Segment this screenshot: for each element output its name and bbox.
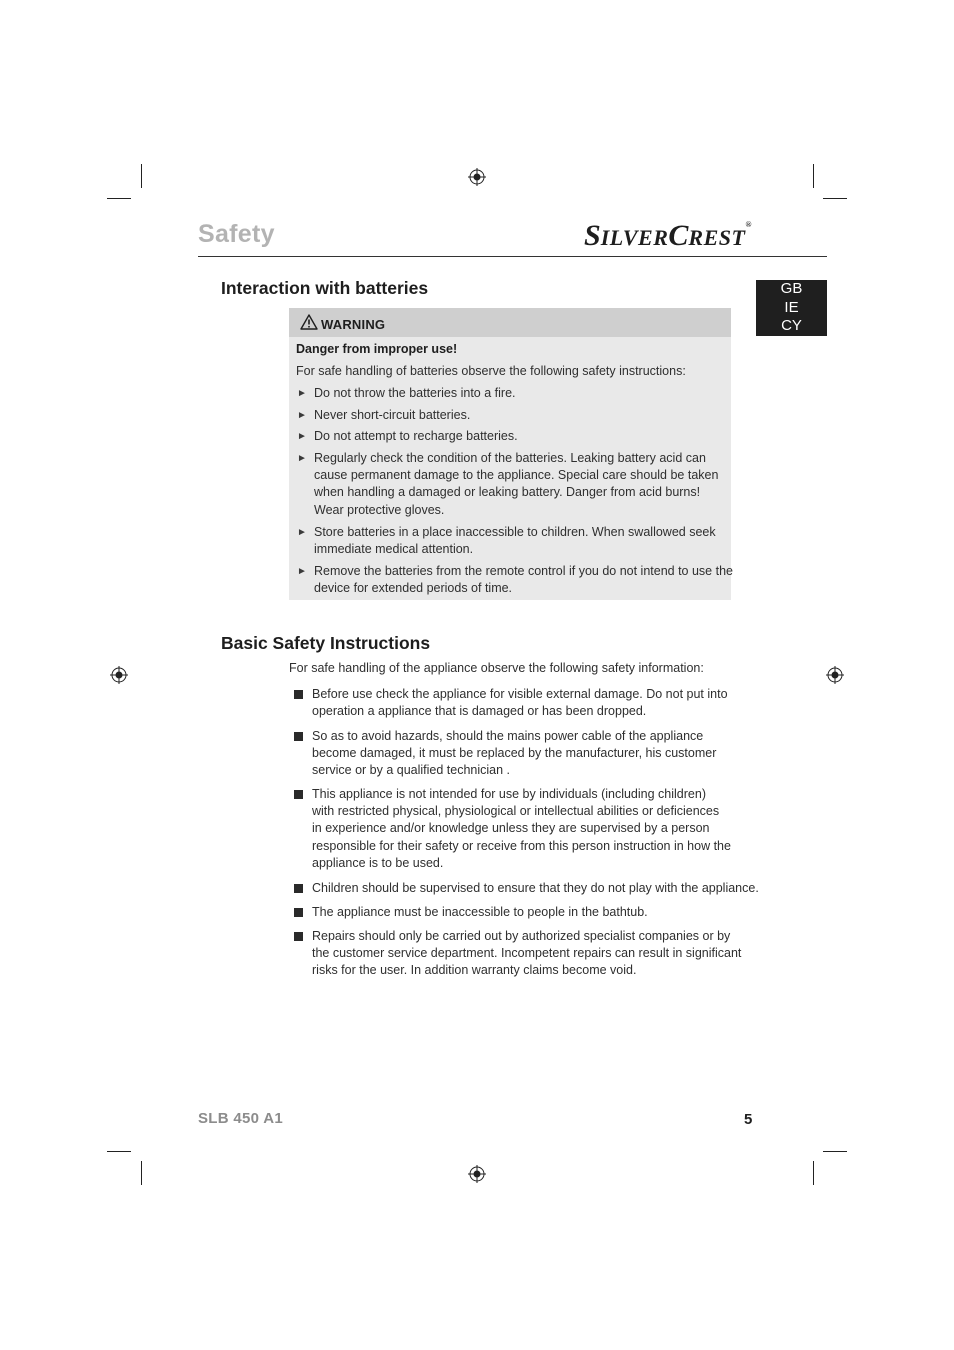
section-heading-batteries: Interaction with batteries bbox=[221, 278, 429, 298]
crop-mark bbox=[823, 198, 847, 199]
page-title: Safety bbox=[198, 220, 275, 248]
registration-mark-icon bbox=[110, 666, 128, 684]
section-heading-basic-safety: Basic Safety Instructions bbox=[221, 633, 431, 653]
square-bullet-icon bbox=[294, 908, 303, 917]
crop-mark bbox=[823, 1151, 847, 1152]
list-item: So as to avoid hazards, should the mains power cable of the appliance become damaged, it must be replaced by the manufacturer, his customer service or by a qualified technician . bbox=[312, 729, 717, 778]
warning-header bbox=[289, 308, 731, 337]
language-code: GB bbox=[780, 280, 803, 297]
list-item: Repairs should only be carried out by authorized specialist companies or by the customer service department. Incompetent repairs can result in significant risks for the user. In addition warranty claims become void. bbox=[312, 929, 742, 978]
page-number: 5 bbox=[744, 1111, 753, 1128]
square-bullet-icon bbox=[294, 932, 303, 941]
batteries-intro: For safe handling of batteries observe the following safety instructions: bbox=[296, 364, 686, 378]
registration-mark-icon bbox=[826, 666, 844, 684]
language-code: CY bbox=[781, 317, 802, 334]
square-bullet-icon bbox=[294, 884, 303, 893]
list-item: Regularly check the condition of the batteries. Leaking battery acid can cause permanent damage to the appliance. Special care should be taken when handling a damaged or leaking battery. Danger from acid burns! Wear protective gloves. bbox=[314, 451, 719, 517]
arrow-bullet-icon: ► bbox=[297, 410, 307, 421]
brand-logo: SILVERCREST® bbox=[584, 219, 752, 252]
crop-mark bbox=[107, 1151, 131, 1152]
list-item: Do not attempt to recharge batteries. bbox=[314, 429, 518, 443]
arrow-bullet-icon: ► bbox=[297, 566, 307, 577]
list-item: This appliance is not intended for use by individuals (including children) with restricted physical, physiological or intellectual abilities or deficiences in experience and/or knowledge unless they are supervised by a person responsible for their safety or receive from this person instruction in how the appliance is to be used. bbox=[312, 787, 731, 870]
danger-title: Danger from improper use! bbox=[296, 342, 458, 356]
square-bullet-icon bbox=[294, 690, 303, 699]
header-divider bbox=[198, 256, 827, 257]
list-item: Never short-circuit batteries. bbox=[314, 408, 471, 422]
crop-mark bbox=[813, 1161, 814, 1185]
warning-label: WARNING bbox=[321, 317, 386, 332]
language-tab bbox=[756, 280, 827, 336]
registration-mark-icon bbox=[468, 1165, 486, 1183]
arrow-bullet-icon: ► bbox=[297, 453, 307, 464]
crop-mark bbox=[141, 1161, 142, 1185]
list-item: Do not throw the batteries into a fire. bbox=[314, 386, 516, 400]
list-item: Children should be supervised to ensure that they do not play with the appliance. bbox=[312, 881, 759, 895]
crop-mark bbox=[813, 164, 814, 188]
warning-triangle-icon bbox=[300, 314, 318, 330]
model-number: SLB 450 A1 bbox=[198, 1110, 283, 1127]
language-code: IE bbox=[784, 298, 799, 316]
list-item: Store batteries in a place inaccessible to children. When swallowed seek immediate medical attention. bbox=[314, 525, 716, 557]
arrow-bullet-icon: ► bbox=[297, 388, 307, 399]
list-item: The appliance must be inaccessible to people in the bathtub. bbox=[312, 905, 648, 919]
arrow-bullet-icon: ► bbox=[297, 431, 307, 442]
basic-intro: For safe handling of the appliance observe the following safety information: bbox=[289, 661, 704, 675]
arrow-bullet-icon: ► bbox=[297, 527, 307, 538]
square-bullet-icon bbox=[294, 790, 303, 799]
crop-mark bbox=[141, 164, 142, 188]
list-item: Remove the batteries from the remote control if you do not intend to use the device for extended periods of time. bbox=[314, 564, 733, 596]
square-bullet-icon bbox=[294, 732, 303, 741]
registration-mark-icon bbox=[468, 168, 486, 186]
list-item: Before use check the appliance for visible external damage. Do not put into operation a appliance that is damaged or has been dropped. bbox=[312, 687, 728, 719]
crop-mark bbox=[107, 198, 131, 199]
